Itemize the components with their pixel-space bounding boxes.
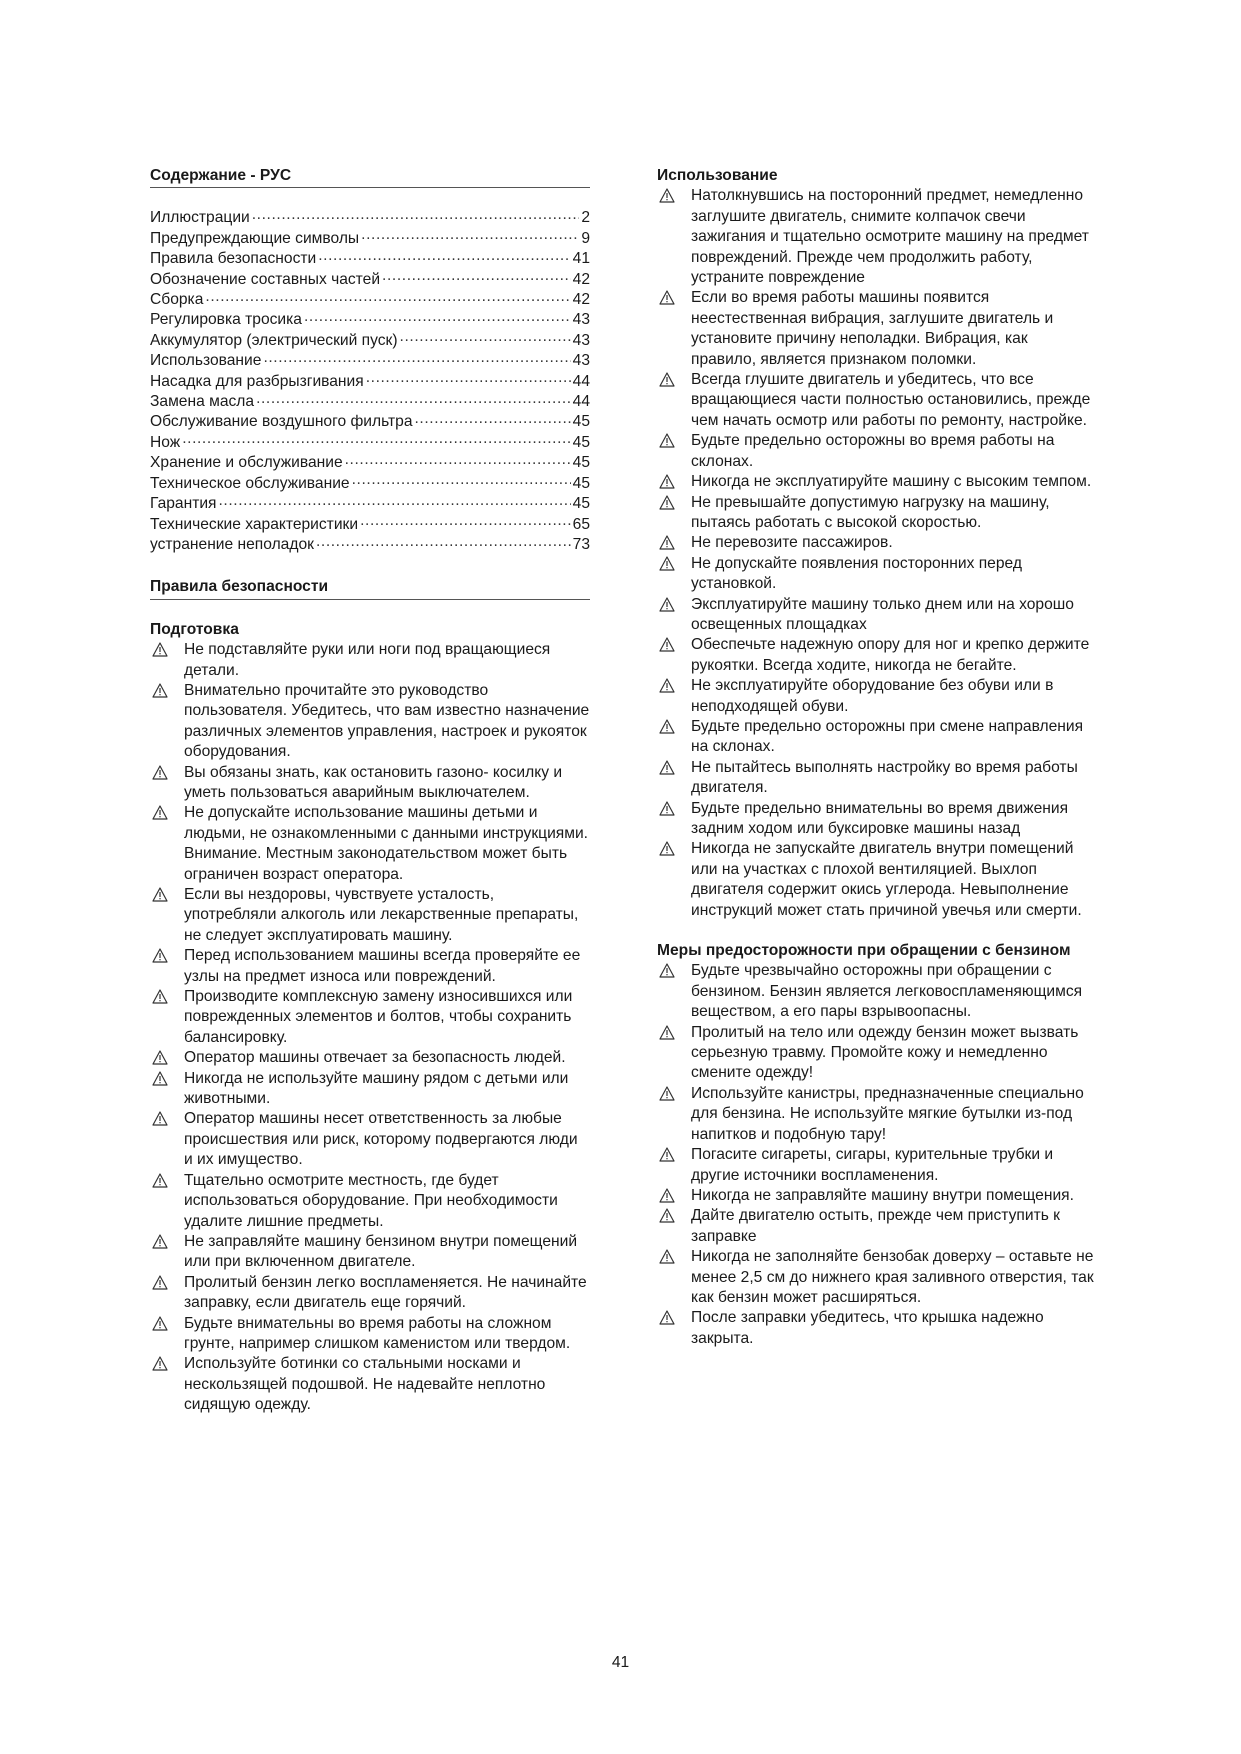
warning-triangle-icon (659, 760, 675, 775)
toc-entry-page: 42 (572, 291, 590, 309)
warning-text: Никогда не эксплуатируйте машину с высоким темпом. (691, 473, 1092, 491)
warning-item (657, 799, 1097, 840)
toc-entry-leader (263, 351, 570, 365)
warning-item (657, 1308, 1097, 1349)
warning-item (150, 946, 590, 987)
warning-text: Используйте ботинки со стальными носками и нескользящей подошвой. Не надевайте неплотно сидящую одежду. (184, 1355, 546, 1414)
warning-text: Производите комплексную замену износившихся или поврежденных элементов и болтов, чтобы сохранить балансировку. (184, 988, 573, 1046)
warning-text: Будьте внимательны во время работы на сложном грунте, например слишком каменистом или твердом. (184, 1314, 571, 1352)
warning-text: Не допускайте использование машины детьми и людьми, не ознакомленными с данными инструкциями. Внимание. Местным законодательством может быть ограничен возраст оператора. (184, 804, 588, 883)
toc-entry-leader (415, 412, 571, 426)
warning-triangle-icon (152, 1173, 168, 1188)
toc-entry-page: 43 (572, 352, 590, 370)
warning-triangle-icon (659, 1188, 675, 1203)
toc-entry-page: 73 (572, 535, 590, 553)
left-column (150, 166, 590, 1416)
preparation-list (150, 640, 590, 1415)
warning-text: Всегда глушите двигатель и убедитесь, что все вращающиеся части полностью остановились, прежде чем начать осмотр или работы по ремонту, настройке. (691, 371, 1091, 429)
warning-triangle-icon (659, 1025, 675, 1040)
warning-item (657, 961, 1097, 1022)
warning-item (657, 431, 1097, 472)
warning-text: Не заправляйте машину бензином внутри помещений или при включенном двигателе. (184, 1232, 578, 1271)
warning-item (150, 1314, 590, 1355)
toc-entry-leader (345, 453, 571, 467)
warning-text: Оператор машины отвечает за безопасность людей. (184, 1049, 566, 1067)
warning-text: Будьте предельно осторожны во время работы на склонах. (691, 432, 1055, 470)
warning-item (657, 186, 1097, 288)
warning-text: Никогда не заправляйте машину внутри помещения. (691, 1186, 1074, 1204)
warning-triangle-icon (659, 1249, 675, 1264)
warning-triangle-icon (659, 1310, 675, 1325)
toc-entry-leader (304, 310, 571, 324)
toc-entry-page: 41 (572, 250, 590, 268)
warning-item (150, 1273, 590, 1314)
warning-triangle-icon (152, 1071, 168, 1086)
toc-entry-leader (366, 372, 571, 386)
warning-item (657, 1247, 1097, 1308)
toc-entry-page: 45 (572, 454, 590, 472)
warning-text: Если вы нездоровы, чувствуете усталость, употребляли алкоголь или лекарственные препараты, не следует эксплуатировать машину. (184, 886, 579, 944)
warning-text: Вы обязаны знать, как остановить газоно- косилку и уметь пользоваться аварийным выключателем. (184, 763, 563, 801)
toc-entry-label: Замена масла (150, 393, 255, 411)
warning-text: После заправки убедитесь, что крышка надежно закрыта. (691, 1309, 1044, 1347)
warning-item (150, 1171, 590, 1232)
toc-entry-label: Технические характеристики (150, 515, 359, 533)
warning-item (657, 1084, 1097, 1145)
warning-item (657, 1023, 1097, 1084)
warning-item (150, 1232, 590, 1273)
toc-entry-leader (316, 535, 571, 549)
warning-text: Оператор машины несет ответственность за любые происшествия или риск, которому подвергаются люди и их имущество. (184, 1110, 578, 1169)
warning-item (150, 681, 590, 763)
toc-entry (150, 229, 590, 249)
warning-text: Будьте предельно осторожны при смене направления на склонах. (691, 717, 1084, 756)
warning-text: Обеспечьте надежную опору для ног и крепко держите рукоятки. Всегда ходите, никогда не бегайте. (691, 636, 1090, 674)
toc-entry-label: Хранение и обслуживание (150, 454, 343, 472)
toc-entry-label: Сборка (150, 291, 204, 309)
toc-entry-label: устранение неполадок (150, 535, 314, 553)
toc-entry-page: 44 (572, 372, 590, 390)
warning-text: Будьте предельно внимательны во время движения задним ходом или буксировке машины назад (691, 799, 1069, 837)
fuel-list (657, 961, 1097, 1349)
warning-triangle-icon (659, 188, 675, 203)
right-column (657, 166, 1097, 1349)
toc-entry-page: 9 (581, 229, 590, 247)
toc-entry (150, 270, 590, 290)
warning-item (150, 1048, 590, 1068)
toc-entry-leader (382, 270, 571, 284)
warning-item (657, 595, 1097, 636)
warning-triangle-icon (659, 678, 675, 693)
toc-entry (150, 208, 590, 228)
warning-item (657, 288, 1097, 370)
toc-entry-label: Насадка для разбрызгивания (150, 372, 364, 390)
warning-text: Будьте чрезвычайно осторожны при обращении с бензином. Бензин является легковоспламеняющимся веществом, а его пары взрывоопасны. (691, 962, 1083, 1021)
warning-triangle-icon (152, 1234, 168, 1249)
warning-triangle-icon (659, 495, 675, 510)
warning-triangle-icon (659, 801, 675, 816)
warning-item (657, 758, 1097, 799)
warning-item (657, 1186, 1097, 1206)
warning-item (657, 676, 1097, 717)
toc-entry-leader (360, 515, 571, 529)
toc-entry-label: Гарантия (150, 495, 217, 513)
toc-entry-label: Предупреждающие символы (150, 229, 360, 247)
warning-text: Используйте канистры, предназначенные специально для бензина. Не используйте мягкие бутылки из-под напитков и подобную тару! (691, 1084, 1084, 1143)
warning-triangle-icon (152, 805, 168, 820)
warning-item (657, 1145, 1097, 1186)
warning-triangle-icon (152, 887, 168, 902)
warning-text: Не пытайтесь выполнять настройку во время работы двигателя. (691, 758, 1078, 797)
toc-entry-leader (182, 433, 570, 447)
toc-entry-page: 43 (572, 311, 590, 329)
page-number: 41 (611, 1654, 630, 1671)
warning-text: Не перевозите пассажиров. (691, 534, 893, 552)
toc-entry (150, 372, 590, 392)
toc-entry-label: Правила безопасности (150, 250, 317, 268)
warning-text: Тщательно осмотрите местность, где будет использоваться оборудование. При необходимости удалите лишние предметы. (184, 1171, 558, 1230)
toc-entry (150, 412, 590, 432)
toc-entry (150, 494, 590, 514)
warning-item (657, 717, 1097, 758)
toc-entry-leader (352, 474, 571, 488)
warning-item (150, 1354, 590, 1415)
warning-text: Перед использованием машины всегда проверяйте ее узлы на предмет износа или повреждений. (184, 947, 581, 985)
warning-item (150, 803, 590, 885)
warning-text: Дайте двигателю остыть, прежде чем приступить к заправке (691, 1207, 1060, 1245)
toc-title: Содержание - РУС (150, 166, 590, 188)
warning-triangle-icon (152, 989, 168, 1004)
warning-text: Пролитый на тело или одежду бензин может вызвать серьезную травму. Промойте кожу и немедленно смените одежду! (691, 1023, 1079, 1082)
toc-entry-label: Обслуживание воздушного фильтра (150, 413, 413, 431)
toc-entry (150, 474, 590, 494)
warning-item (150, 763, 590, 804)
warning-item (657, 493, 1097, 534)
warning-triangle-icon (659, 290, 675, 305)
toc-entry-label: Аккумулятор (электрический пуск) (150, 331, 398, 349)
warning-text: Если во время работы машины появится неестественная вибрация, заглушите двигатель и установите причину неполадки. Вибрация, как правило, является признаком поломки. (691, 289, 1054, 368)
warning-item (150, 640, 590, 681)
warning-text: Никогда не используйте машину рядом с детьми или животными. (184, 1069, 569, 1108)
toc-entry (150, 535, 590, 555)
warning-triangle-icon (659, 535, 675, 550)
warning-text: Никогда не запускайте двигатель внутри помещений или на участках с плохой вентиляцией. Выхлоп двигателя содержит окись углерода. Невыполнение инструкций может стать причиной увечья или смерти. (691, 840, 1082, 919)
toc-entry-leader (361, 229, 579, 243)
toc-entry-leader (205, 290, 570, 304)
usage-title: Использование (657, 167, 778, 184)
toc-entry (150, 453, 590, 473)
warning-item (150, 987, 590, 1048)
toc-entry-page: 65 (572, 515, 590, 533)
warning-triangle-icon (659, 474, 675, 489)
warning-text: Не подставляйте руки или ноги под вращающиеся детали. (184, 641, 551, 679)
toc-entry-leader (219, 494, 571, 508)
warning-item (657, 472, 1097, 492)
warning-item (657, 554, 1097, 595)
warning-item (150, 1069, 590, 1110)
warning-triangle-icon (659, 433, 675, 448)
toc-entry-leader (318, 249, 570, 263)
toc-entry-label: Регулировка тросика (150, 311, 302, 329)
fuel-title: Меры предосторожности при обращении с бензином (657, 942, 1071, 960)
warning-triangle-icon (152, 1316, 168, 1331)
toc-entry-leader (400, 331, 571, 345)
warning-item (150, 1109, 590, 1170)
warning-triangle-icon (659, 963, 675, 978)
warning-text: Не допускайте появления посторонних перед установкой. (691, 554, 1022, 593)
warning-triangle-icon (659, 719, 675, 734)
toc-entry-label: Техническое обслуживание (150, 474, 350, 492)
table-of-contents (150, 208, 590, 555)
warning-text: Внимательно прочитайте это руководство пользователя. Убедитесь, что вам известно назначение различных элементов управления, настроек и рукояток оборудования. (184, 681, 590, 761)
warning-item (150, 885, 590, 946)
warning-item (657, 1206, 1097, 1247)
toc-entry (150, 351, 590, 371)
warning-triangle-icon (152, 683, 168, 698)
toc-entry (150, 392, 590, 412)
warning-triangle-icon (659, 841, 675, 856)
toc-entry-page: 45 (572, 474, 590, 492)
toc-entry-page: 43 (572, 331, 590, 349)
warning-triangle-icon (152, 1111, 168, 1126)
warning-triangle-icon (659, 556, 675, 571)
usage-list (657, 186, 1097, 921)
toc-entry (150, 433, 590, 453)
warning-triangle-icon (659, 1147, 675, 1162)
warning-item (657, 839, 1097, 921)
warning-item (657, 370, 1097, 431)
warning-triangle-icon (659, 597, 675, 612)
warning-triangle-icon (152, 1275, 168, 1290)
toc-entry-page: 45 (572, 495, 590, 513)
toc-entry-label: Обозначение составных частей (150, 270, 381, 288)
toc-entry (150, 310, 590, 330)
warning-text: Эксплуатируйте машину только днем или на хорошо освещенных площадках (691, 595, 1074, 633)
toc-entry (150, 331, 590, 351)
toc-entry (150, 249, 590, 269)
warning-triangle-icon (152, 765, 168, 780)
toc-entry-page: 45 (572, 433, 590, 451)
warning-text: Не эксплуатируйте оборудование без обуви или в неподходящей обуви. (691, 677, 1054, 715)
warning-triangle-icon (659, 637, 675, 652)
warning-triangle-icon (152, 1356, 168, 1371)
toc-entry-label: Нож (150, 433, 181, 451)
safety-title: Правила безопасности (150, 577, 590, 599)
warning-item (657, 635, 1097, 676)
warning-text: Натолкнувшись на посторонний предмет, немедленно заглушите двигатель, снимите колпачок свечи зажигания и тщательно осмотрите машину на предмет повреждений. Прежде чем продолжить работу, устраните повреждение (691, 187, 1089, 287)
preparation-title: Подготовка (150, 620, 239, 638)
warning-text: Не превышайте допустимую нагрузку на машину, пытаясь работать с высокой скоростью. (691, 493, 1050, 531)
warning-triangle-icon (152, 1050, 168, 1065)
warning-triangle-icon (152, 642, 168, 657)
toc-entry (150, 515, 590, 535)
toc-entry-leader (256, 392, 571, 406)
toc-entry-page: 44 (572, 393, 590, 411)
toc-entry-leader (252, 208, 580, 222)
toc-entry (150, 290, 590, 310)
toc-entry-page: 2 (581, 209, 590, 227)
warning-text: Погасите сигареты, сигары, курительные трубки и другие источники воспламенения. (691, 1146, 1054, 1184)
toc-entry-label: Иллюстрации (150, 209, 250, 227)
warning-triangle-icon (152, 948, 168, 963)
toc-entry-label: Использование (150, 352, 262, 370)
warning-triangle-icon (659, 1208, 675, 1223)
toc-entry-page: 45 (572, 413, 590, 431)
warning-triangle-icon (659, 372, 675, 387)
warning-item (657, 533, 1097, 553)
warning-triangle-icon (659, 1086, 675, 1101)
warning-text: Пролитый бензин легко воспламеняется. Не начинайте заправку, если двигатель еще горячий. (184, 1273, 587, 1312)
toc-entry-page: 42 (572, 270, 590, 288)
warning-text: Никогда не заполняйте бензобак доверху – оставьте не менее 2,5 см до нижнего края заливного отверстия, так как бензин может расширяться. (691, 1248, 1094, 1306)
